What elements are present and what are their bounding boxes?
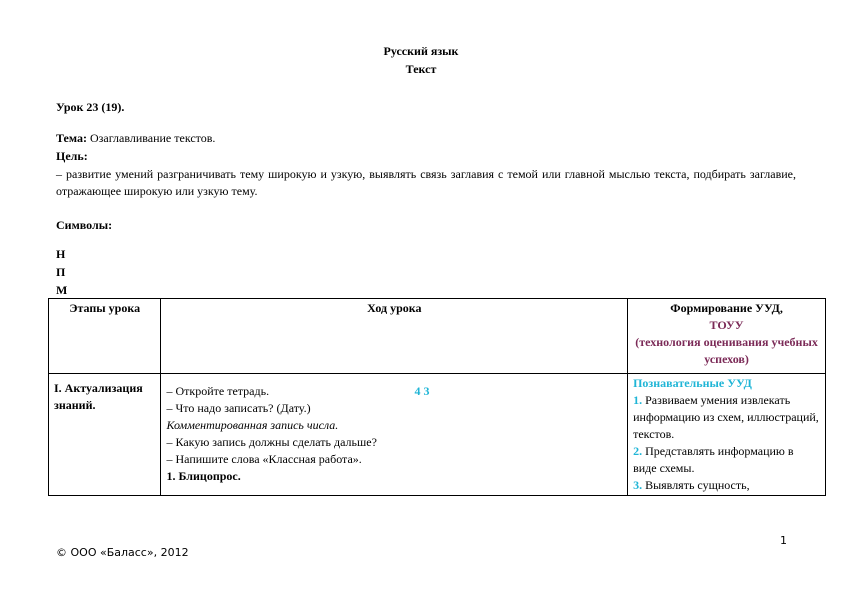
- course-line-italic: Комментированная запись числа.: [166, 418, 339, 432]
- header-stages: Этапы урока: [49, 299, 161, 374]
- lesson-number: Урок 23 (19).: [56, 100, 125, 114]
- page-number: 1: [780, 534, 787, 547]
- symbol-p: П: [56, 265, 66, 279]
- table-row: [49, 374, 826, 496]
- lesson-table: [48, 298, 826, 496]
- copyright: © ООО «Баласс», 2012: [56, 546, 189, 559]
- touu-description: (технология оценивания учебных успехов): [635, 335, 818, 366]
- table-header-row: [49, 299, 826, 374]
- course-line-bold: 1. Блицопрос.: [166, 469, 241, 483]
- topic-label: Тема:: [56, 131, 87, 145]
- course-line: – Откройте тетрадь.: [166, 384, 270, 398]
- course-cell: [161, 374, 628, 496]
- header-course: Ход урока: [161, 299, 628, 374]
- topic-value: Озаглавливание текстов.: [86, 131, 216, 145]
- uud-item: 1. Развиваем умения извлекать информацию из схем, иллюстраций, текстов.: [633, 393, 819, 441]
- uud-item: 2. Представлять информацию в виде схемы.: [633, 444, 794, 475]
- course-line: – Что надо записать? (Дату.): [166, 401, 311, 415]
- assessment-marks: 4 3: [414, 384, 430, 398]
- symbols-label: Символы:: [56, 218, 113, 232]
- symbol-m: М: [56, 283, 68, 297]
- document-section: Текст: [405, 62, 437, 76]
- document-subject: Русский язык: [383, 44, 459, 58]
- touu-label: ТОУУ: [709, 318, 744, 332]
- goal-label: Цель:: [56, 149, 88, 163]
- uud-item: 3. Выявлять сущность,: [633, 478, 750, 492]
- goal-text: – развитие умений разграничивать тему широкую и узкую, выявлять связь заглавия с темой или главной мыслью текста, подбирать заглавие, отражающее широкую или узкую тему.: [56, 167, 796, 198]
- symbol-n: Н: [56, 247, 66, 261]
- uud-heading: Познавательные УУД: [633, 376, 752, 390]
- uud-cell: [628, 374, 826, 496]
- stage-cell: I. Актуализация знаний.: [49, 374, 161, 496]
- uud-title: Формирование УУД,: [670, 301, 783, 315]
- header-uud: [628, 299, 826, 374]
- course-line: – Какую запись должны сделать дальше?: [166, 435, 377, 449]
- lesson-topic: [56, 131, 215, 146]
- course-line: – Напишите слова «Классная работа».: [166, 452, 362, 466]
